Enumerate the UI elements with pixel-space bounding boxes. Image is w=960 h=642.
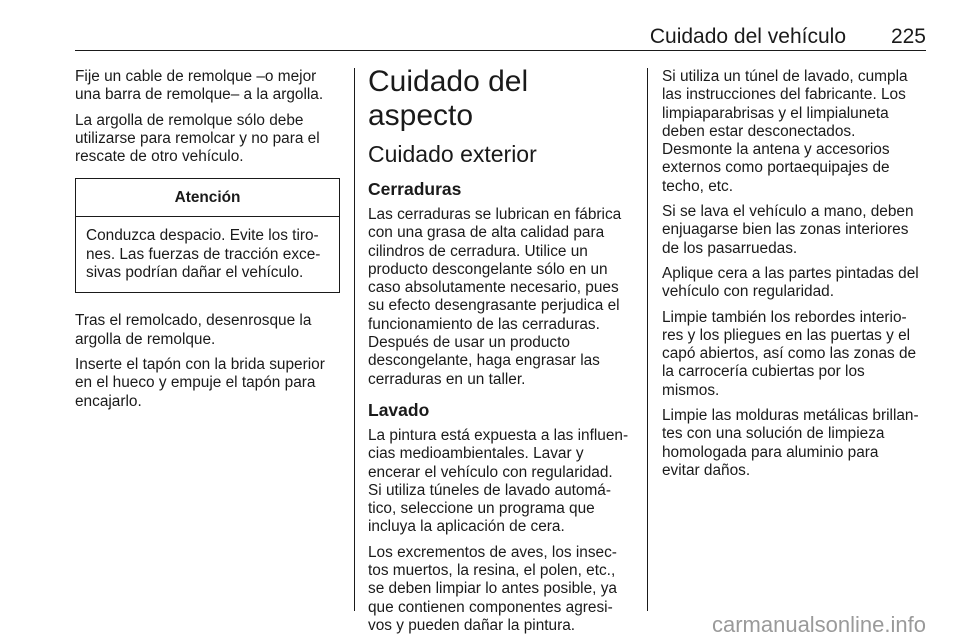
attention-text: Conduzca despacio. Evite los tiro- nes. Las fuerzas de tracción exce- sivas podrían dañar el vehículo.	[86, 227, 321, 282]
column-middle	[368, 65, 634, 642]
attention-box	[75, 178, 340, 293]
section-heading: Cuidado del aspecto	[368, 65, 529, 132]
paragraph: Limpie también los rebordes interio- res y los pliegues en las puertas y el capó abiertos, así como las zonas de la carrocería cubiertas por los mismos.	[662, 308, 917, 399]
paragraph: Fije un cable de remolque –o mejor una barra de remolque– a la argolla.	[75, 68, 324, 104]
paragraph: Si se lava el vehículo a mano, deben enjuagarse bien las zonas interiores de los pasarruedas.	[662, 203, 914, 257]
paragraph: Inserte el tapón con la brida superior en el hueco y empuje el tapón para encajarlo.	[75, 355, 325, 410]
topic-heading-lavado: Lavado	[368, 399, 430, 420]
page-header	[75, 24, 926, 51]
paragraph: Aplique cera a las partes pintadas del vehículo con regularidad.	[662, 264, 919, 301]
watermark: carmanualsonline.info	[711, 612, 926, 637]
column-right	[662, 68, 927, 487]
paragraph: Tras el remolcado, desenrosque la argolla de remolque.	[75, 312, 312, 348]
attention-title: Atención	[76, 179, 339, 217]
paragraph: Las cerraduras se lubrican en fábrica con una grasa de alta calidad para cilindros de cerradura. Utilice un producto descongelante sólo en un caso absolutamente necesario, pues su efecto desengrasante perjudica el funcionamiento de las cerraduras. Después de usar un producto descongelante, haga engrasar las cerraduras en un taller.	[368, 206, 622, 388]
paragraph: Limpie las molduras metálicas brillan- tes con una solución de limpieza homologada para aluminio para evitar daños.	[662, 407, 919, 479]
column-divider	[354, 68, 355, 611]
header-title: Cuidado del vehículo	[649, 25, 846, 48]
topic-heading-cerraduras: Cerraduras	[368, 179, 462, 199]
paragraph: La argolla de remolque sólo debe utilizarse para remolcar y no para el rescate de otro vehículo.	[75, 111, 320, 166]
paragraph: La pintura está expuesta a las influen- cias medioambientales. Lavar y encerar el vehículo con regularidad. Si utiliza túneles de lavado automá- tico, seleccione un programa que incluya la aplicación de cera.	[368, 426, 629, 536]
subsection-heading: Cuidado exterior	[368, 141, 537, 167]
paragraph: Los excrementos de aves, los insec- tos muertos, la resina, el polen, etc., se deben limpiar lo antes posible, ya que contienen componentes agresi- vos y pueden dañar la pintura.	[368, 543, 617, 634]
page-number: 225	[890, 25, 926, 48]
paragraph: Si utiliza un túnel de lavado, cumpla las instrucciones del fabricante. Los limpiaparabrisas y el limpialuneta deben estar desconectados. Desmonte la antena y accesorios externos como portaequipajes de techo, etc.	[662, 68, 908, 195]
column-divider	[647, 68, 648, 611]
column-left	[75, 68, 340, 418]
